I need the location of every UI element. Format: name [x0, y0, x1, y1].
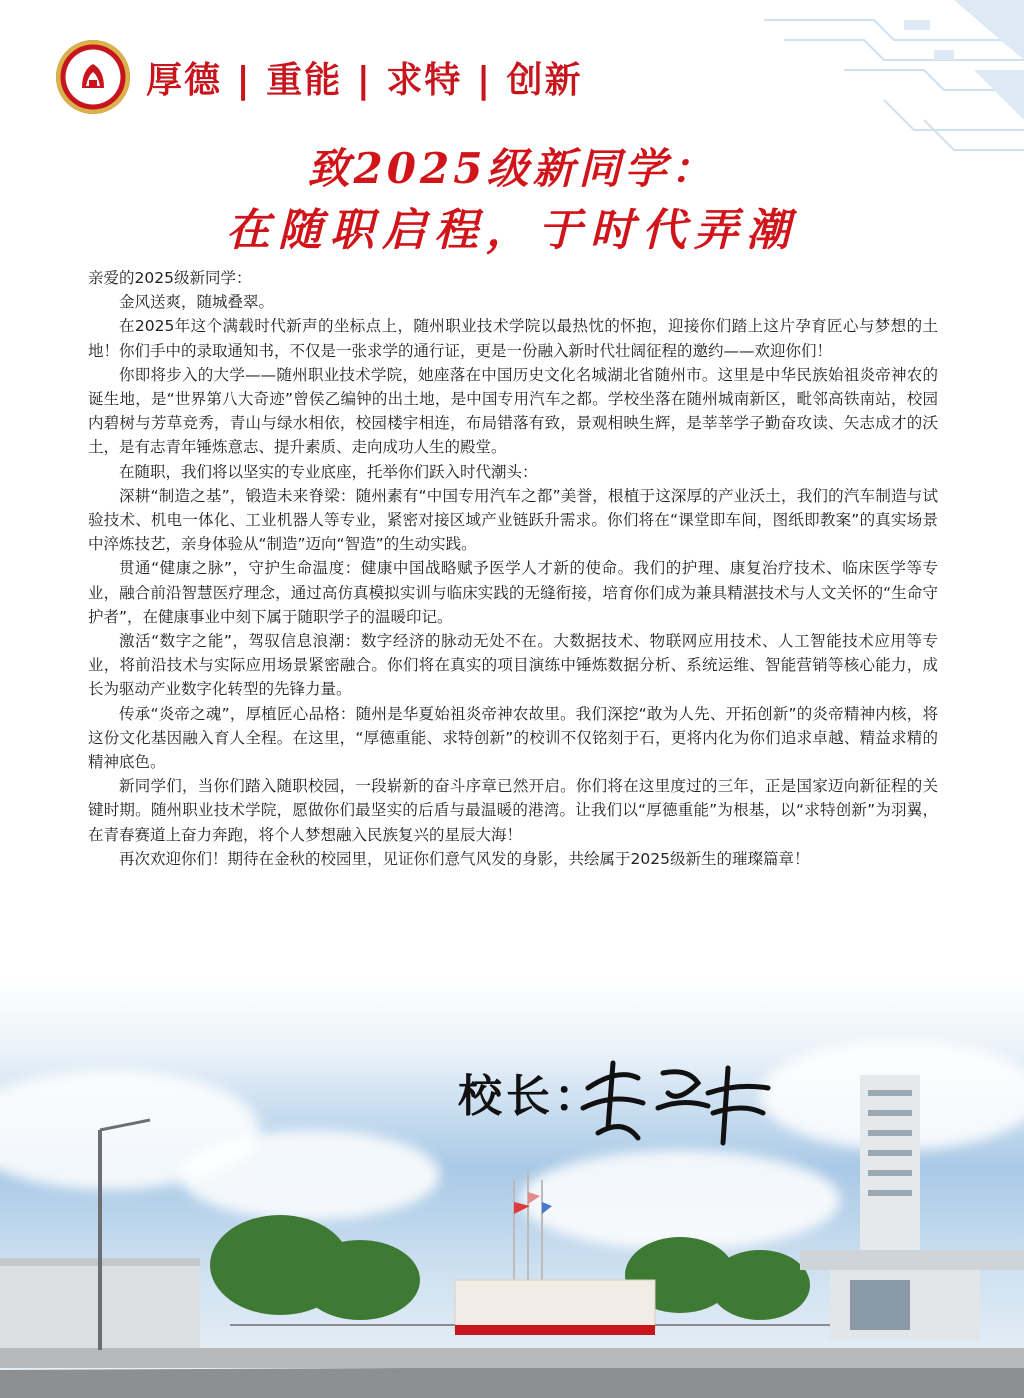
letter-paragraph: 在2025年这个满载时代新声的坐标点上，随州职业技术学院以最热忱的怀抱，迎接你们踏上这片孕育匠心与梦想的土地！你们手中的录取通知书，不仅是一张求学的通行证，更是一份融入新时代壮阔征程的邀约——欢迎你们！ — [88, 317, 938, 360]
letter-paragraph: 在随职，我们将以坚实的专业底座，托举你们跃入时代潮头： — [119, 462, 538, 481]
letter-paragraph: 传承“炎帝之魂”，厚植匠心品格：随州是华夏始祖炎帝神农故里。我们深挖“敢为人先、开拓创新”的炎帝精神内核，将这份文化基因融入育人全程。在这里，“厚德重能、求特创新”的校训不仅铭刻于石，更将内化为你们追求卓越、精益求精的精神底色。 — [88, 704, 938, 772]
letter-paragraph: 你即将步入的大学——随州职业技术学院，她座落在中国历史文化名城湖北省随州市。这里是中华民族始祖炎帝神农的诞生地，是“世界第八大奇迹”曾侯乙编钟的出土地，是中国专用汽车之都。学校坐落在随州城南新区，毗邻高铁南站，校园内碧树与芳草竞秀，青山与绿水相依，校园楼宇相连，布局错落有致，景观相映生辉，是莘莘学子勤奋攻读、矢志成才的沃土，是有志青年锤炼意志、提升素质、走向成功人生的殿堂。 — [88, 365, 938, 457]
signature-label: 校长： — [458, 1071, 602, 1122]
school-emblem-icon — [56, 40, 130, 114]
handwritten-signature — [578, 1048, 778, 1148]
letter-greeting: 亲爱的2025级新同学： — [88, 269, 252, 287]
letter-paragraph: 再次欢迎你们！期待在金秋的校园里，见证你们意气风发的身影，共绘属于2025级新生的璀璨篇章！ — [119, 849, 810, 868]
campus-gate-photo — [0, 980, 1024, 1398]
letter-body — [88, 266, 938, 871]
letter-paragraph: 激活“数字之能”，驾驭信息浪潮：数字经济的脉动无处不在。大数据技术、物联网应用技术、人工智能技术应用等专业，将前沿技术与实际应用场景紧密融合。你们将在真实的项目演练中锤炼数据分析、系统运维、智能营销等核心能力，成长为驱动产业数字化转型的先锋力量。 — [88, 632, 938, 699]
title-line-1: 致2025级新同学： — [307, 144, 717, 193]
school-motto: 厚德 | 重能 | 求特 | 创新 — [146, 60, 583, 101]
letter-paragraph: 深耕“制造之基”，锻造未来脊梁：随州素有“中国专用汽车之都”美誉，根植于这深厚的产业沃土，我们的汽车制造与试验技术、机电一体化、工业机器人等专业，紧密对接区域产业链跃升需求。你们将在“课堂即车间，图纸即教案”的真实场景中淬炼技艺，亲身体验从“制造”迈向“智造”的生动实践。 — [88, 486, 938, 554]
letter-paragraph: 新同学们，当你们踏入随职校园，一段崭新的奋斗序章已然开启。你们将在这里度过的三年，正是国家迈向新征程的关键时期。随州职业技术学院，愿做你们最坚实的后盾与最温暖的港湾。让我们以“厚德重能”为根基，以“求特创新”为羽翼，在青春赛道上奋力奔跑，将个人梦想融入民族复兴的星辰大海！ — [88, 777, 938, 844]
title-line-2: 在随职启程，于时代弄潮 — [226, 205, 798, 256]
letter-paragraph: 金风送爽，随城叠翠。 — [119, 293, 275, 312]
letter-paragraph: 贯通“健康之脉”，守护生命温度：健康中国战略赋予医学人才新的使命。我们的护理、康复治疗技术、临床医学等专业，融合前沿智慧医疗理念，通过高仿真模拟实训与临床实践的无缝衔接，培育你们成为兼具精湛技术与人文关怀的“生命守护者”，在健康事业中刻下属于随职学子的温暖印记。 — [88, 559, 938, 626]
